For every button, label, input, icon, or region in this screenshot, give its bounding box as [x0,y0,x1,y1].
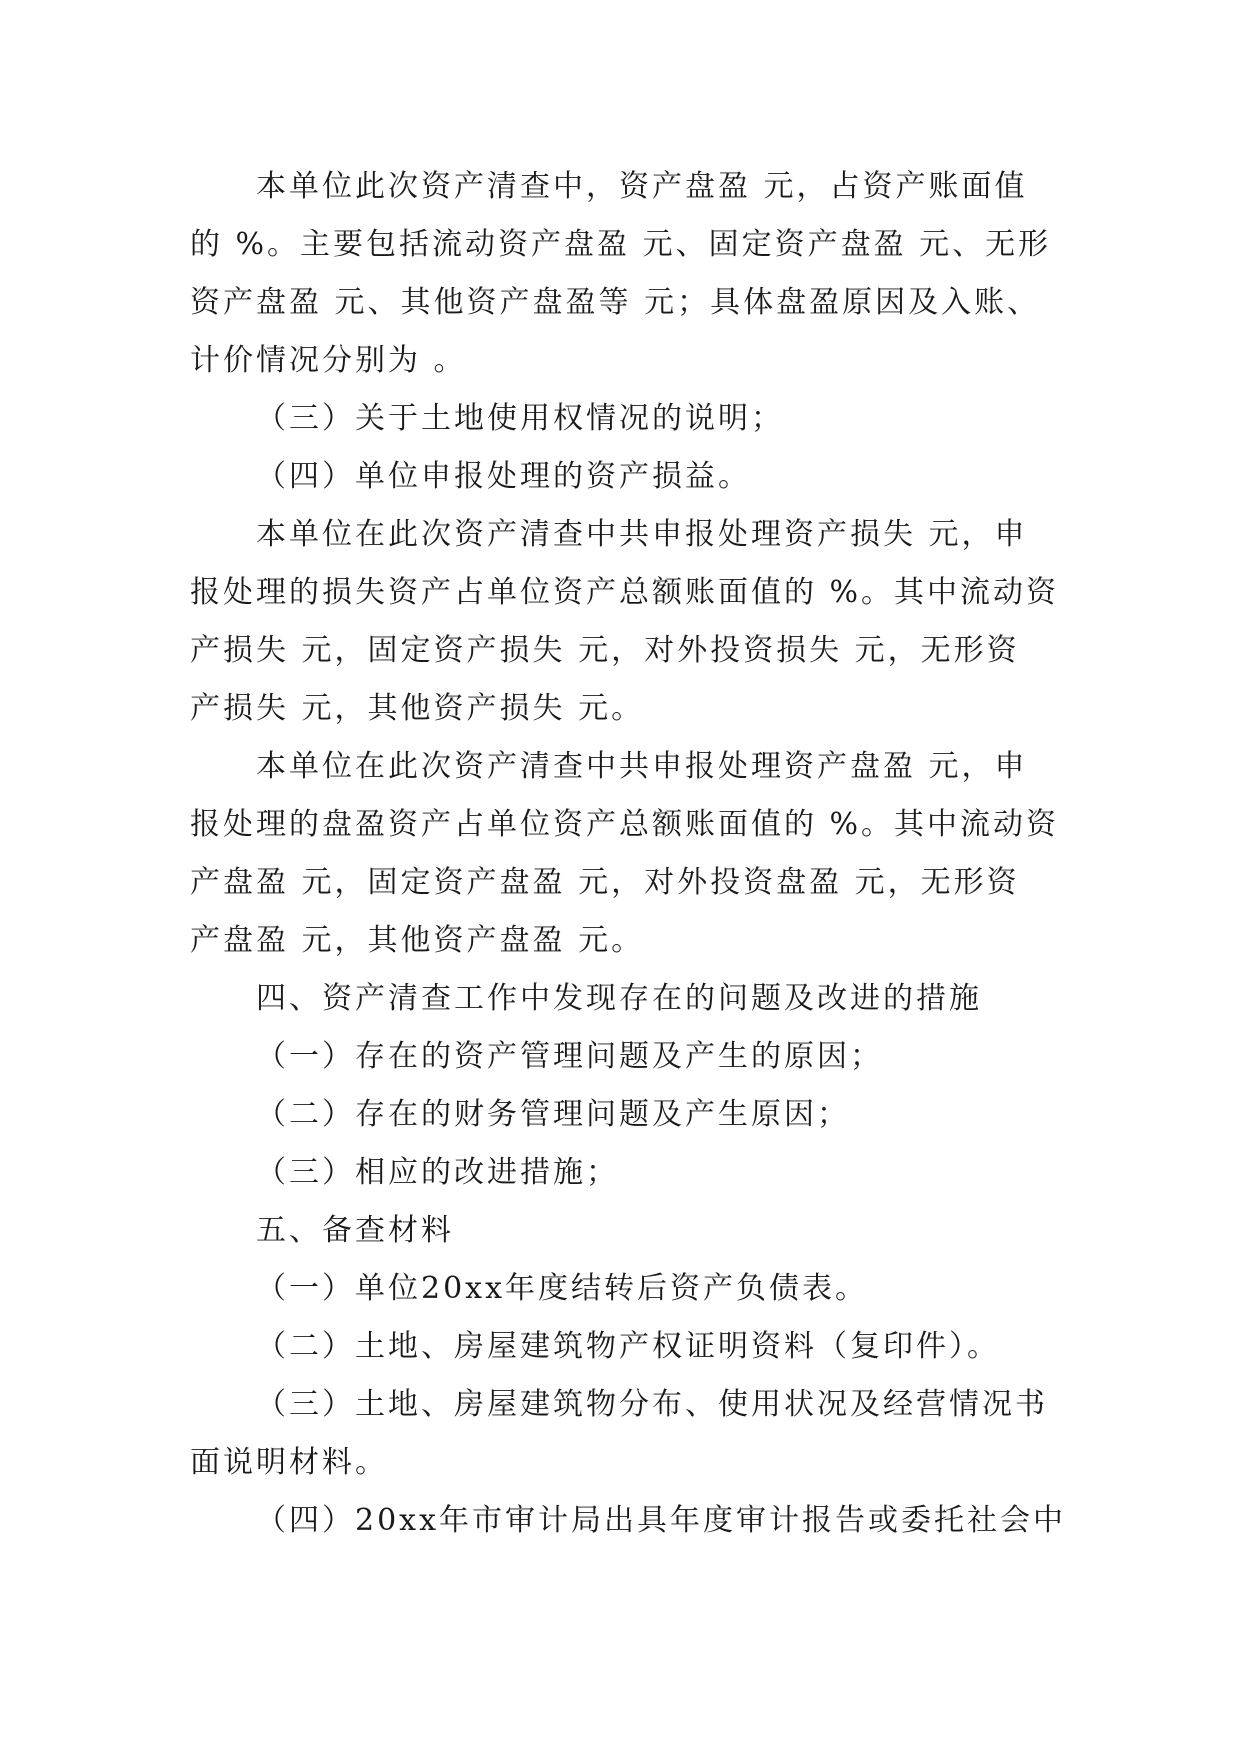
text-line: 本单位此次资产清查中，资产盘盈 元，占资产账面值 [256,169,1028,204]
list-item: （一）存在的资产管理问题及产生的原因； [256,1039,883,1074]
section-heading: （四）单位申报处理的资产损益。 [256,459,751,494]
text-line: 产损失 元，固定资产损失 元，对外投资损失 元，无形资 [190,633,1020,668]
list-item: （三）相应的改进措施； [256,1155,619,1190]
text-line: 本单位在此次资产清查中共申报处理资产盘盈 元，申 [256,749,1028,784]
text-line: 计价情况分别为 。 [190,343,467,378]
document-body [190,158,1067,1550]
list-item: （二）土地、房屋建筑物产权证明资料（复印件）。 [256,1329,1000,1364]
text-line: 报处理的盘盈资产占单位资产总额账面值的 %。其中流动资 [190,807,1060,842]
text-line: 产盘盈 元，固定资产盘盈 元，对外投资盘盈 元，无形资 [190,865,1020,900]
text-line: 产盘盈 元，其他资产盘盈 元。 [190,923,645,958]
list-item: （一）单位20xx年度结转后资产负债表。 [256,1271,869,1306]
text-line: 资产盘盈 元、其他资产盘盈等 元；具体盘盈原因及入账、 [190,285,1041,320]
text-line: 本单位在此次资产清查中共申报处理资产损失 元，申 [256,517,1028,552]
text-line: 的 %。主要包括流动资产盘盈 元、固定资产盘盈 元、无形 [190,227,1052,262]
text-line: 面说明材料。 [190,1445,388,1480]
section-heading: 四、资产清查工作中发现存在的问题及改进的措施 [256,981,982,1016]
section-heading: 五、备查材料 [256,1213,454,1248]
list-item: （四）20xx年市审计局出具年度审计报告或委托社会中 [256,1503,1067,1538]
list-item: （三）土地、房屋建筑物分布、使用状况及经营情况书 [256,1387,1048,1422]
list-item: （二）存在的财务管理问题及产生原因； [256,1097,850,1132]
text-line: 报处理的损失资产占单位资产总额账面值的 %。其中流动资 [190,575,1060,610]
text-line: 产损失 元，其他资产损失 元。 [190,691,645,726]
section-heading: （三）关于土地使用权情况的说明； [256,401,784,436]
